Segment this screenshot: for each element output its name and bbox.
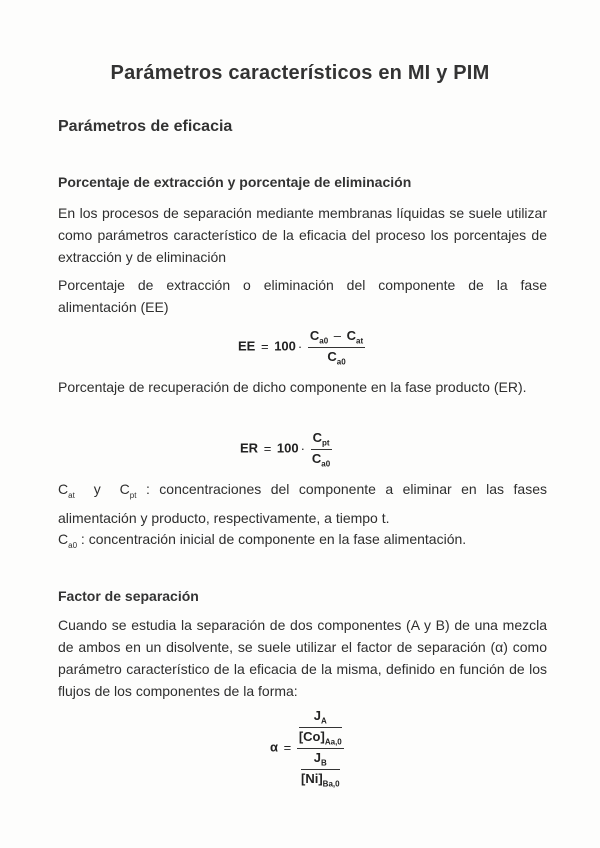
page-title: Parámetros característicos en MI y PIM xyxy=(110,62,490,84)
intro-paragraph: En los procesos de separación mediante membranas líquidas se suele utilizar como parámetros característico de la eficacia del proceso los porcentajes de extracción y de eliminación xyxy=(58,205,547,265)
ee-description: Porcentaje de extracción o eliminación del componente de la fase alimentación (EE) xyxy=(58,277,547,315)
definition-cat-cpt: $C_{at}$ y $C_{pt}$ : concentraciones del componente a eliminar en las fases alimentación y producto, respectivamente, a tiempo t. xyxy=(58,481,547,526)
ee-formula: EE = 100 · $\frac{C_{a0} - C_{at}}{C_{a0}}$ xyxy=(238,328,364,367)
section-heading-efficacy: Parámetros de eficacia xyxy=(58,118,233,135)
er-formula: ER = 100 · $\frac{C_{pt}}{C_{a0}}$ xyxy=(240,430,331,469)
subsection-heading-extraction: Porcentaje de extracción y porcentaje de eliminación xyxy=(58,174,412,190)
subsection-heading-separation-factor: Factor de separación xyxy=(58,588,199,604)
er-description: Porcentaje de recuperación de dicho componente en la fase producto (ER). xyxy=(58,379,527,395)
alpha-formula: α = $\frac{\frac{J_A}{[Co]_{Aa,0}}}{\frac{J_B}{[Ni]_{Ba,0}}}$ xyxy=(270,708,342,789)
separation-factor-paragraph: Cuando se estudia la separación de dos componentes (A y B) de una mezcla de ambos en un disolvente, se suele utilizar el factor de separación (α) como parámetro característico de la eficacia de la misma, definido en función de los flujos de los componentes de la forma: xyxy=(58,617,547,699)
definition-ca0: $C_{a0}$ : concentración inicial de componente en la fase alimentación. xyxy=(58,531,467,550)
